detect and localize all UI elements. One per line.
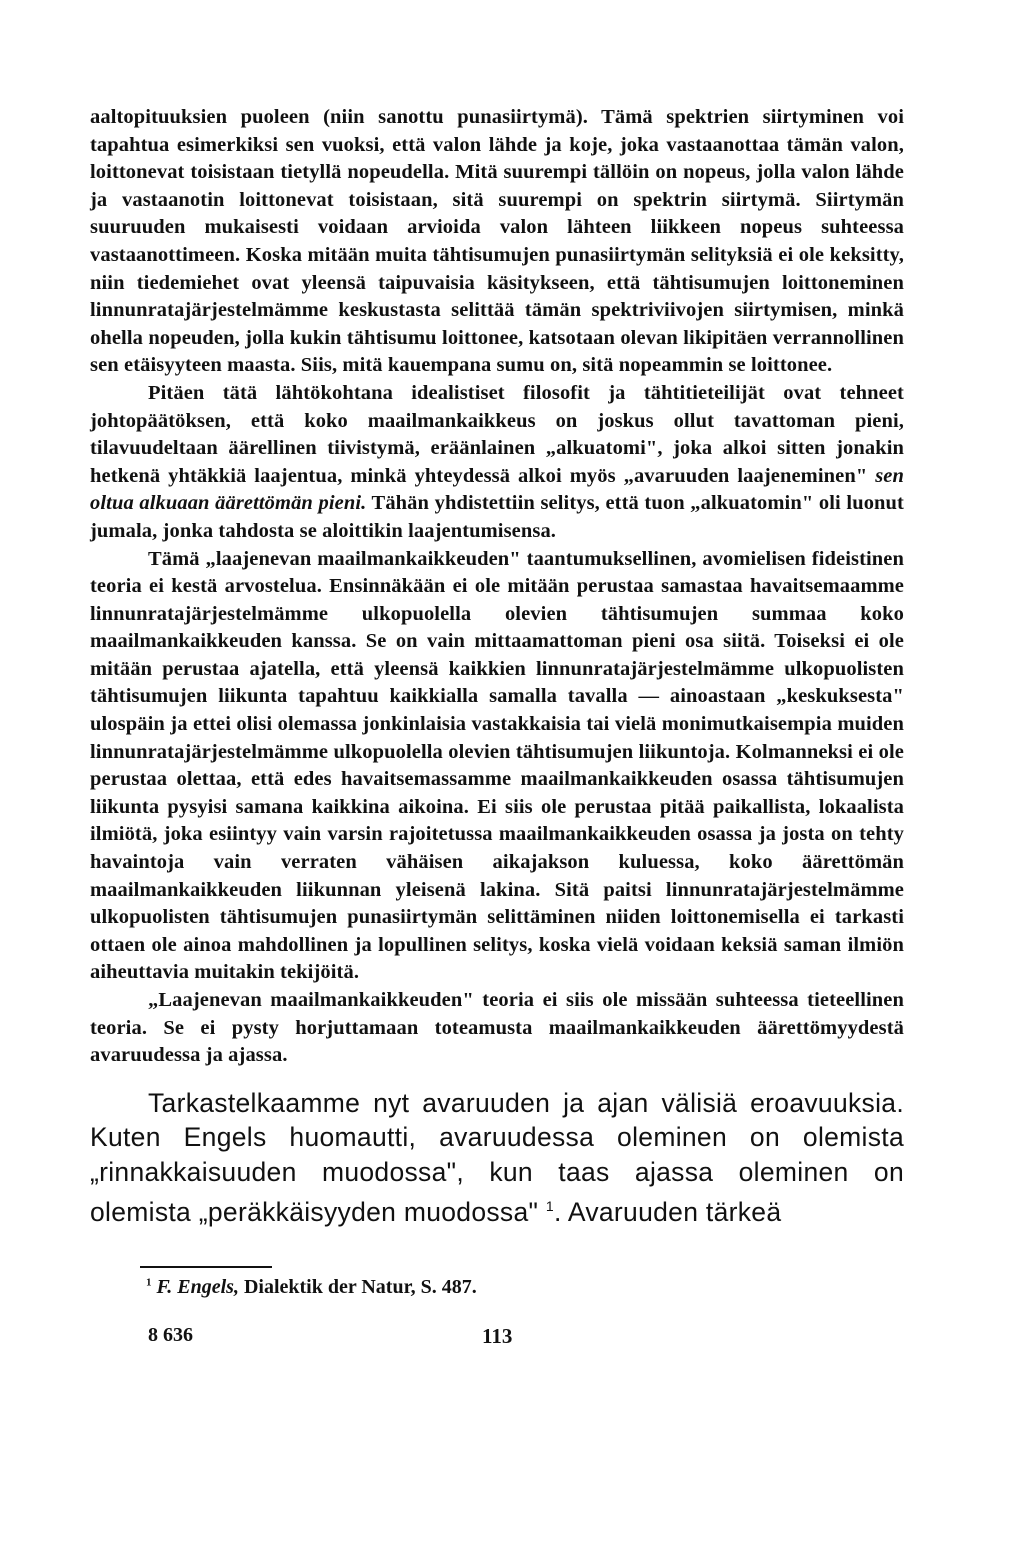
paragraph-4: „Laajenevan maailmankaikkeuden" teoria ei siis ole missään suhteessa tieteellinen teoria. Se ei pysty horjuttamaan toteamusta maailmankaikkeuden äärettömyydestä avaruudessa ja ajassa. <box>90 989 904 1067</box>
paragraph-1: aaltopituuksien puoleen (niin sanottu punasiirtymä). Tämä spektrien siirtyminen voi tapahtua esimerkiksi sen vuoksi, että valon lähde ja koje, joka vastaanottaa tämän valon, loittonevat toisistaan tietyllä nopeudella. Mitä suurempi tällöin on nopeus, jolla valon lähde ja vastaanotin loittonevat toisistaan, sitä suurempi on spektrin siirtymä. Siirtymän suuruuden mukaisesti voidaan arvioida valon lähteen liikkeen nopeus suhteessa vastaanottimeen. Koska mitään muita tähtisumujen punasiirtymän selityksiä ei ole keksitty, niin tiedemiehet ovat yleensä taipuvaisia käsitykseen, että tähtisumujen loittoneminen linnunratajärjestelmämme keskustasta selittää tämän spektriviivojen siirtymisen, minkä ohella nopeuden, jolla kukin tähtisumu loittonee, katsotaan olevan likipitäen verrannollinen sen etäisyyteen maasta. Siis, mitä kauempana sumu on, sitä nopeammin se loittonee. <box>90 106 904 377</box>
paragraph-2-italic: sen oltua alkuaan äärettömän pieni. <box>90 464 904 515</box>
paragraph-5-text: Tarkastelkaamme nyt avaruuden ja ajan välisiä eroavuuksia. Kuten Engels huomautti, avaruudessa oleminen on olemista „rinnakkaisuuden muodossa", kun taas ajassa oleminen on olemista „peräkkäisyyden muodossa" <box>90 1087 904 1228</box>
footnote-marker: 1 <box>146 1276 152 1289</box>
printer-signature: 8 636 <box>148 1324 193 1347</box>
paragraph-5-end: . Avaruuden tärkeä <box>553 1197 782 1228</box>
footnote-divider <box>140 1266 272 1268</box>
paragraph-2 <box>90 380 904 546</box>
footnote-reference: 1 <box>545 1198 554 1215</box>
paragraph-2-text-a: Pitäen tätä lähtökohtana idealistiset filosofit ja tähtitieteilijät ovat tehneet johtopäätöksen, että koko maailmankaikkeus on joskus ollut tavattoman pieni, tilavuudeltaan äärellinen tiivistymä, eräänlainen „alkuatomi", joka alkoi sitten jonakin hetkenä yhtäkkiä laajentua, minkä yhteydessä alkoi myös „avaruuden laajeneminen" <box>90 381 904 487</box>
paragraph-5 <box>90 1086 904 1230</box>
page-number: 113 <box>482 1324 513 1349</box>
footnote-author: F. Engels, <box>156 1276 239 1299</box>
paragraph-3: Tämä „laajenevan maailmankaikkeuden" taantumuksellinen, avomielisen fideistinen teoria ei kestä arvostelua. Ensinnäkään ei ole mitään perustaa samastaa havaitsemaamme linnunratajärjestelmämme ulkopuolella olevien tähtisumujen summaa koko maailmankaikkeuden kanssa. Se on vain mittaamattoman pieni osa siitä. Toiseksi ei ole mitään perustaa ajatella, että yleensä kaikkien linnunratajärjestelmämme ulkopuolisten tähtisumujen liikunta tapahtuu kaikkialla samalla tavalla — ainoastaan „keskuksesta" ulospäin ja ettei olisi olemassa jonkinlaisia vastakkaisia tai vielä monimutkaisempia muiden linnunratajärjestelmämme ulkopuolella olevien tähtisumujen liikuntoja. Kolmanneksi ei ole perustaa olettaa, että edes havaitsemassamme maailmankaikkeuden osassa tähtisumujen liikunta pysyisi samana kaikkina aikoina. Ei siis ole perustaa pitää paikallista, lokaalista ilmiötä, joka esiintyy vain varsin rajoitetussa maailmankaikkeuden osassa ja josta on tehty havaintoja vain verraten vähäisen aikajakson kuluessa, koko äärettömän maailmankaikkeuden liikunnan yleisenä lakina. Sitä paitsi linnunratajärjestelmämme ulkopuolisten tähtisumujen punasiirtymän selittäminen niiden loittonemisella ei tarkasti ottaen ole ainoa mahdollinen ja lopullinen selitys, koska vielä voidaan keksiä saman ilmiön aiheuttavia muitakin tekijöitä. <box>90 547 904 984</box>
footnote <box>146 1276 477 1299</box>
footnote-text: Dialektik der Natur, S. 487. <box>243 1276 477 1299</box>
page-body <box>90 104 904 1349</box>
paragraph-2-text-b: Tähän yhdistettiin selitys, että tuon „alkuatomin" oli luonut jumala, jonka tahdosta se aloittikin laajentumisensa. <box>90 492 904 542</box>
